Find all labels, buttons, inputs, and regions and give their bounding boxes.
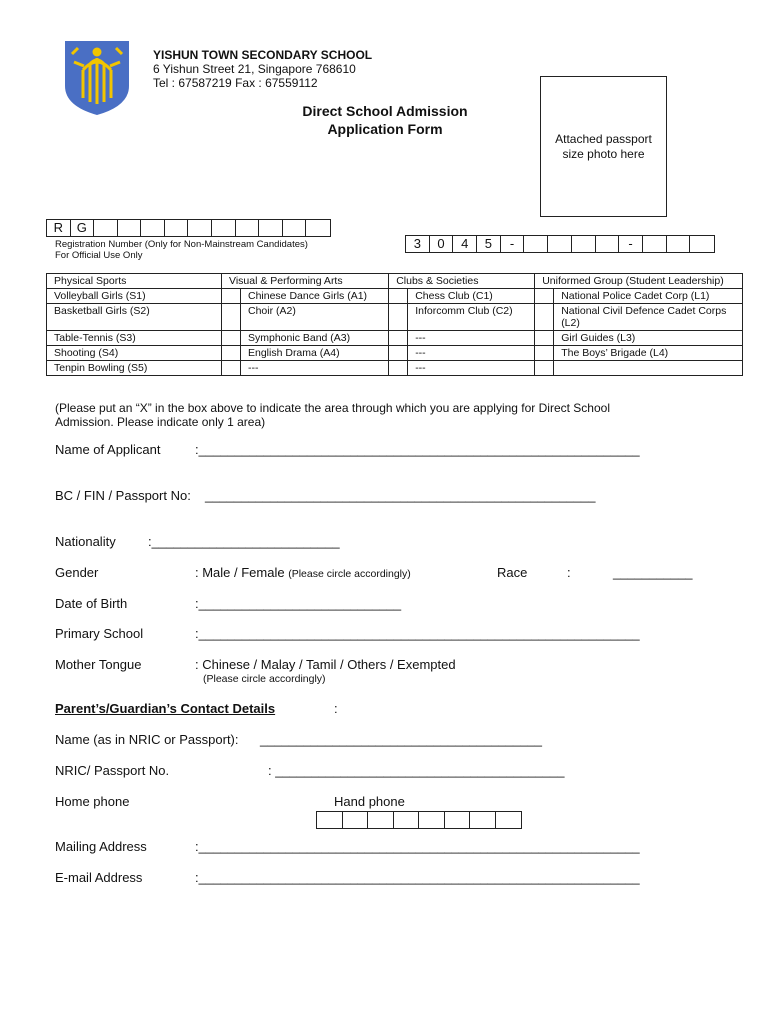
table-cell: Symphonic Band (A3) (241, 331, 389, 346)
box-cell[interactable] (165, 220, 189, 236)
race-colon: : (567, 565, 571, 580)
selection-box[interactable] (535, 289, 554, 304)
selection-box[interactable] (535, 361, 554, 376)
selection-box[interactable] (389, 304, 408, 331)
selection-box[interactable] (222, 346, 241, 361)
hand-phone-label: Hand phone (334, 794, 405, 809)
photo-box-text (541, 132, 666, 162)
table-cell: Chinese Dance Girls (A1) (241, 289, 389, 304)
table-header-row (47, 274, 743, 289)
table-row (47, 331, 743, 346)
guardian-heading-colon: : (334, 701, 338, 716)
school-header (153, 48, 372, 90)
registration-note-line1: Registration Number (Only for Non-Mainstream Candidates) (55, 239, 308, 250)
instruction-line1: (Please put an “X” in the box above to indicate the area through which you are applying for Direct School (55, 401, 610, 415)
box-cell[interactable] (212, 220, 236, 236)
box-cell[interactable] (419, 812, 445, 828)
box-cell[interactable]: 4 (453, 236, 477, 252)
box-cell[interactable] (496, 812, 521, 828)
box-cell[interactable]: 5 (477, 236, 501, 252)
id-number-field[interactable]: ______________________________________________________ (205, 488, 596, 503)
hand-phone-boxes[interactable] (316, 811, 522, 829)
table-cell: Choir (A2) (241, 304, 389, 331)
form-title (270, 102, 500, 138)
header-physical-sports: Physical Sports (47, 274, 222, 289)
box-cell[interactable] (343, 812, 369, 828)
mother-tongue-label: Mother Tongue (55, 657, 142, 672)
gender-field[interactable] (195, 565, 411, 580)
box-cell[interactable] (259, 220, 283, 236)
box-cell[interactable]: - (501, 236, 525, 252)
box-cell[interactable] (394, 812, 420, 828)
school-crest-icon (64, 40, 130, 116)
applicant-name-label: Name of Applicant (55, 442, 161, 457)
school-address: 6 Yishun Street 21, Singapore 768610 (153, 62, 356, 76)
photo-box[interactable] (540, 76, 667, 217)
school-contact: Tel : 67587219 Fax : 67559112 (153, 76, 318, 90)
table-cell: --- (408, 361, 535, 376)
guardian-heading: Parent’s/Guardian’s Contact Details (55, 701, 276, 716)
selection-box[interactable] (389, 346, 408, 361)
selection-box[interactable] (535, 346, 554, 361)
mother-tongue-options[interactable]: : Chinese / Malay / Tamil / Others / Exempted (195, 657, 456, 672)
box-cell[interactable] (94, 220, 118, 236)
dob-label: Date of Birth (55, 596, 128, 611)
mailing-address-label: Mailing Address (55, 839, 147, 854)
selection-box[interactable] (389, 331, 408, 346)
box-cell[interactable]: 0 (430, 236, 454, 252)
box-cell[interactable] (141, 220, 165, 236)
box-cell[interactable] (667, 236, 691, 252)
selection-box[interactable] (389, 289, 408, 304)
box-cell[interactable] (470, 812, 496, 828)
selection-box[interactable] (389, 361, 408, 376)
table-cell: Volleyball Girls (S1) (47, 289, 222, 304)
table-cell: The Boys’ Brigade (L4) (554, 346, 743, 361)
box-cell[interactable]: - (619, 236, 643, 252)
box-cell[interactable] (236, 220, 260, 236)
selection-box[interactable] (535, 304, 554, 331)
box-cell[interactable] (317, 812, 343, 828)
table-cell: --- (241, 361, 389, 376)
box-cell[interactable] (524, 236, 548, 252)
header-clubs: Clubs & Societies (389, 274, 535, 289)
dob-field[interactable]: :____________________________ (195, 596, 402, 611)
table-cell: Girl Guides (L3) (554, 331, 743, 346)
table-cell: --- (408, 346, 535, 361)
home-phone-label: Home phone (55, 794, 130, 809)
guardian-name-label: Name (as in NRIC or Passport): (55, 732, 239, 747)
guardian-nric-label: NRIC/ Passport No. (55, 763, 170, 778)
table-cell: Table-Tennis (S3) (47, 331, 222, 346)
form-title-line1: Direct School Admission (302, 103, 468, 119)
box-cell[interactable] (572, 236, 596, 252)
table-row (47, 346, 743, 361)
table-cell: Tenpin Bowling (S5) (47, 361, 222, 376)
primary-school-field[interactable]: :_____________________________________________________________ (195, 626, 640, 641)
table-cell: National Civil Defence Cadet Corps (L2) (554, 304, 743, 331)
race-field[interactable]: ___________ (613, 565, 693, 580)
box-cell[interactable]: G (71, 220, 95, 236)
instruction-note (55, 401, 705, 429)
nationality-label: Nationality (55, 534, 116, 549)
table-row (47, 289, 743, 304)
selection-box[interactable] (535, 331, 554, 346)
id-number-label: BC / FIN / Passport No: (55, 488, 191, 503)
table-cell: National Police Cadet Corp (L1) (554, 289, 743, 304)
guardian-nric-field[interactable]: : ________________________________________ (268, 763, 565, 778)
box-cell[interactable] (596, 236, 620, 252)
selection-box[interactable] (222, 331, 241, 346)
box-cell[interactable]: 3 (406, 236, 430, 252)
box-cell[interactable] (306, 220, 330, 236)
header-visual-arts: Visual & Performing Arts (222, 274, 389, 289)
selection-box[interactable] (222, 289, 241, 304)
school-name: YISHUN TOWN SECONDARY SCHOOL (153, 48, 373, 62)
box-cell[interactable] (118, 220, 142, 236)
form-title-line2: Application Form (327, 121, 443, 137)
table-cell: Inforcomm Club (C2) (408, 304, 535, 331)
gender-options: : Male / Female (195, 565, 285, 580)
box-cell[interactable] (643, 236, 667, 252)
table-row (47, 361, 743, 376)
registration-note-line2: For Official Use Only (55, 250, 143, 261)
table-cell: Shooting (S4) (47, 346, 222, 361)
photo-text-line1: Attached passport (555, 132, 652, 146)
box-cell[interactable] (368, 812, 394, 828)
box-cell[interactable] (548, 236, 572, 252)
photo-text-line2: size photo here (562, 147, 645, 161)
selection-box[interactable] (222, 361, 241, 376)
reference-number-boxes[interactable] (405, 235, 715, 253)
applicant-name-field[interactable]: :_____________________________________________________________ (195, 442, 640, 457)
table-cell: Basketball Girls (S2) (47, 304, 222, 331)
registration-number-boxes[interactable] (46, 219, 331, 237)
email-field[interactable]: :_____________________________________________________________ (195, 870, 640, 885)
table-cell: Chess Club (C1) (408, 289, 535, 304)
selection-box[interactable] (222, 304, 241, 331)
race-label: Race (497, 565, 528, 580)
box-cell[interactable] (188, 220, 212, 236)
gender-hint: (Please circle accordingly) (288, 568, 411, 580)
table-cell (554, 361, 743, 376)
email-label: E-mail Address (55, 870, 143, 885)
box-cell[interactable]: R (47, 220, 71, 236)
table-cell: --- (408, 331, 535, 346)
cca-table (46, 273, 743, 376)
instruction-line2: Admission. Please indicate only 1 area) (55, 415, 266, 429)
box-cell[interactable] (283, 220, 307, 236)
mother-tongue-hint: (Please circle accordingly) (203, 673, 326, 685)
guardian-name-field[interactable]: _______________________________________ (260, 732, 542, 747)
registration-note (55, 239, 308, 261)
table-row (47, 304, 743, 331)
box-cell[interactable] (690, 236, 714, 252)
nationality-field[interactable]: :__________________________ (148, 534, 340, 549)
box-cell[interactable] (445, 812, 471, 828)
primary-school-label: Primary School (55, 626, 144, 641)
gender-label: Gender (55, 565, 99, 580)
mailing-address-field[interactable]: :_____________________________________________________________ (195, 839, 640, 854)
table-cell: English Drama (A4) (241, 346, 389, 361)
header-uniformed: Uniformed Group (Student Leadership) (535, 274, 743, 289)
